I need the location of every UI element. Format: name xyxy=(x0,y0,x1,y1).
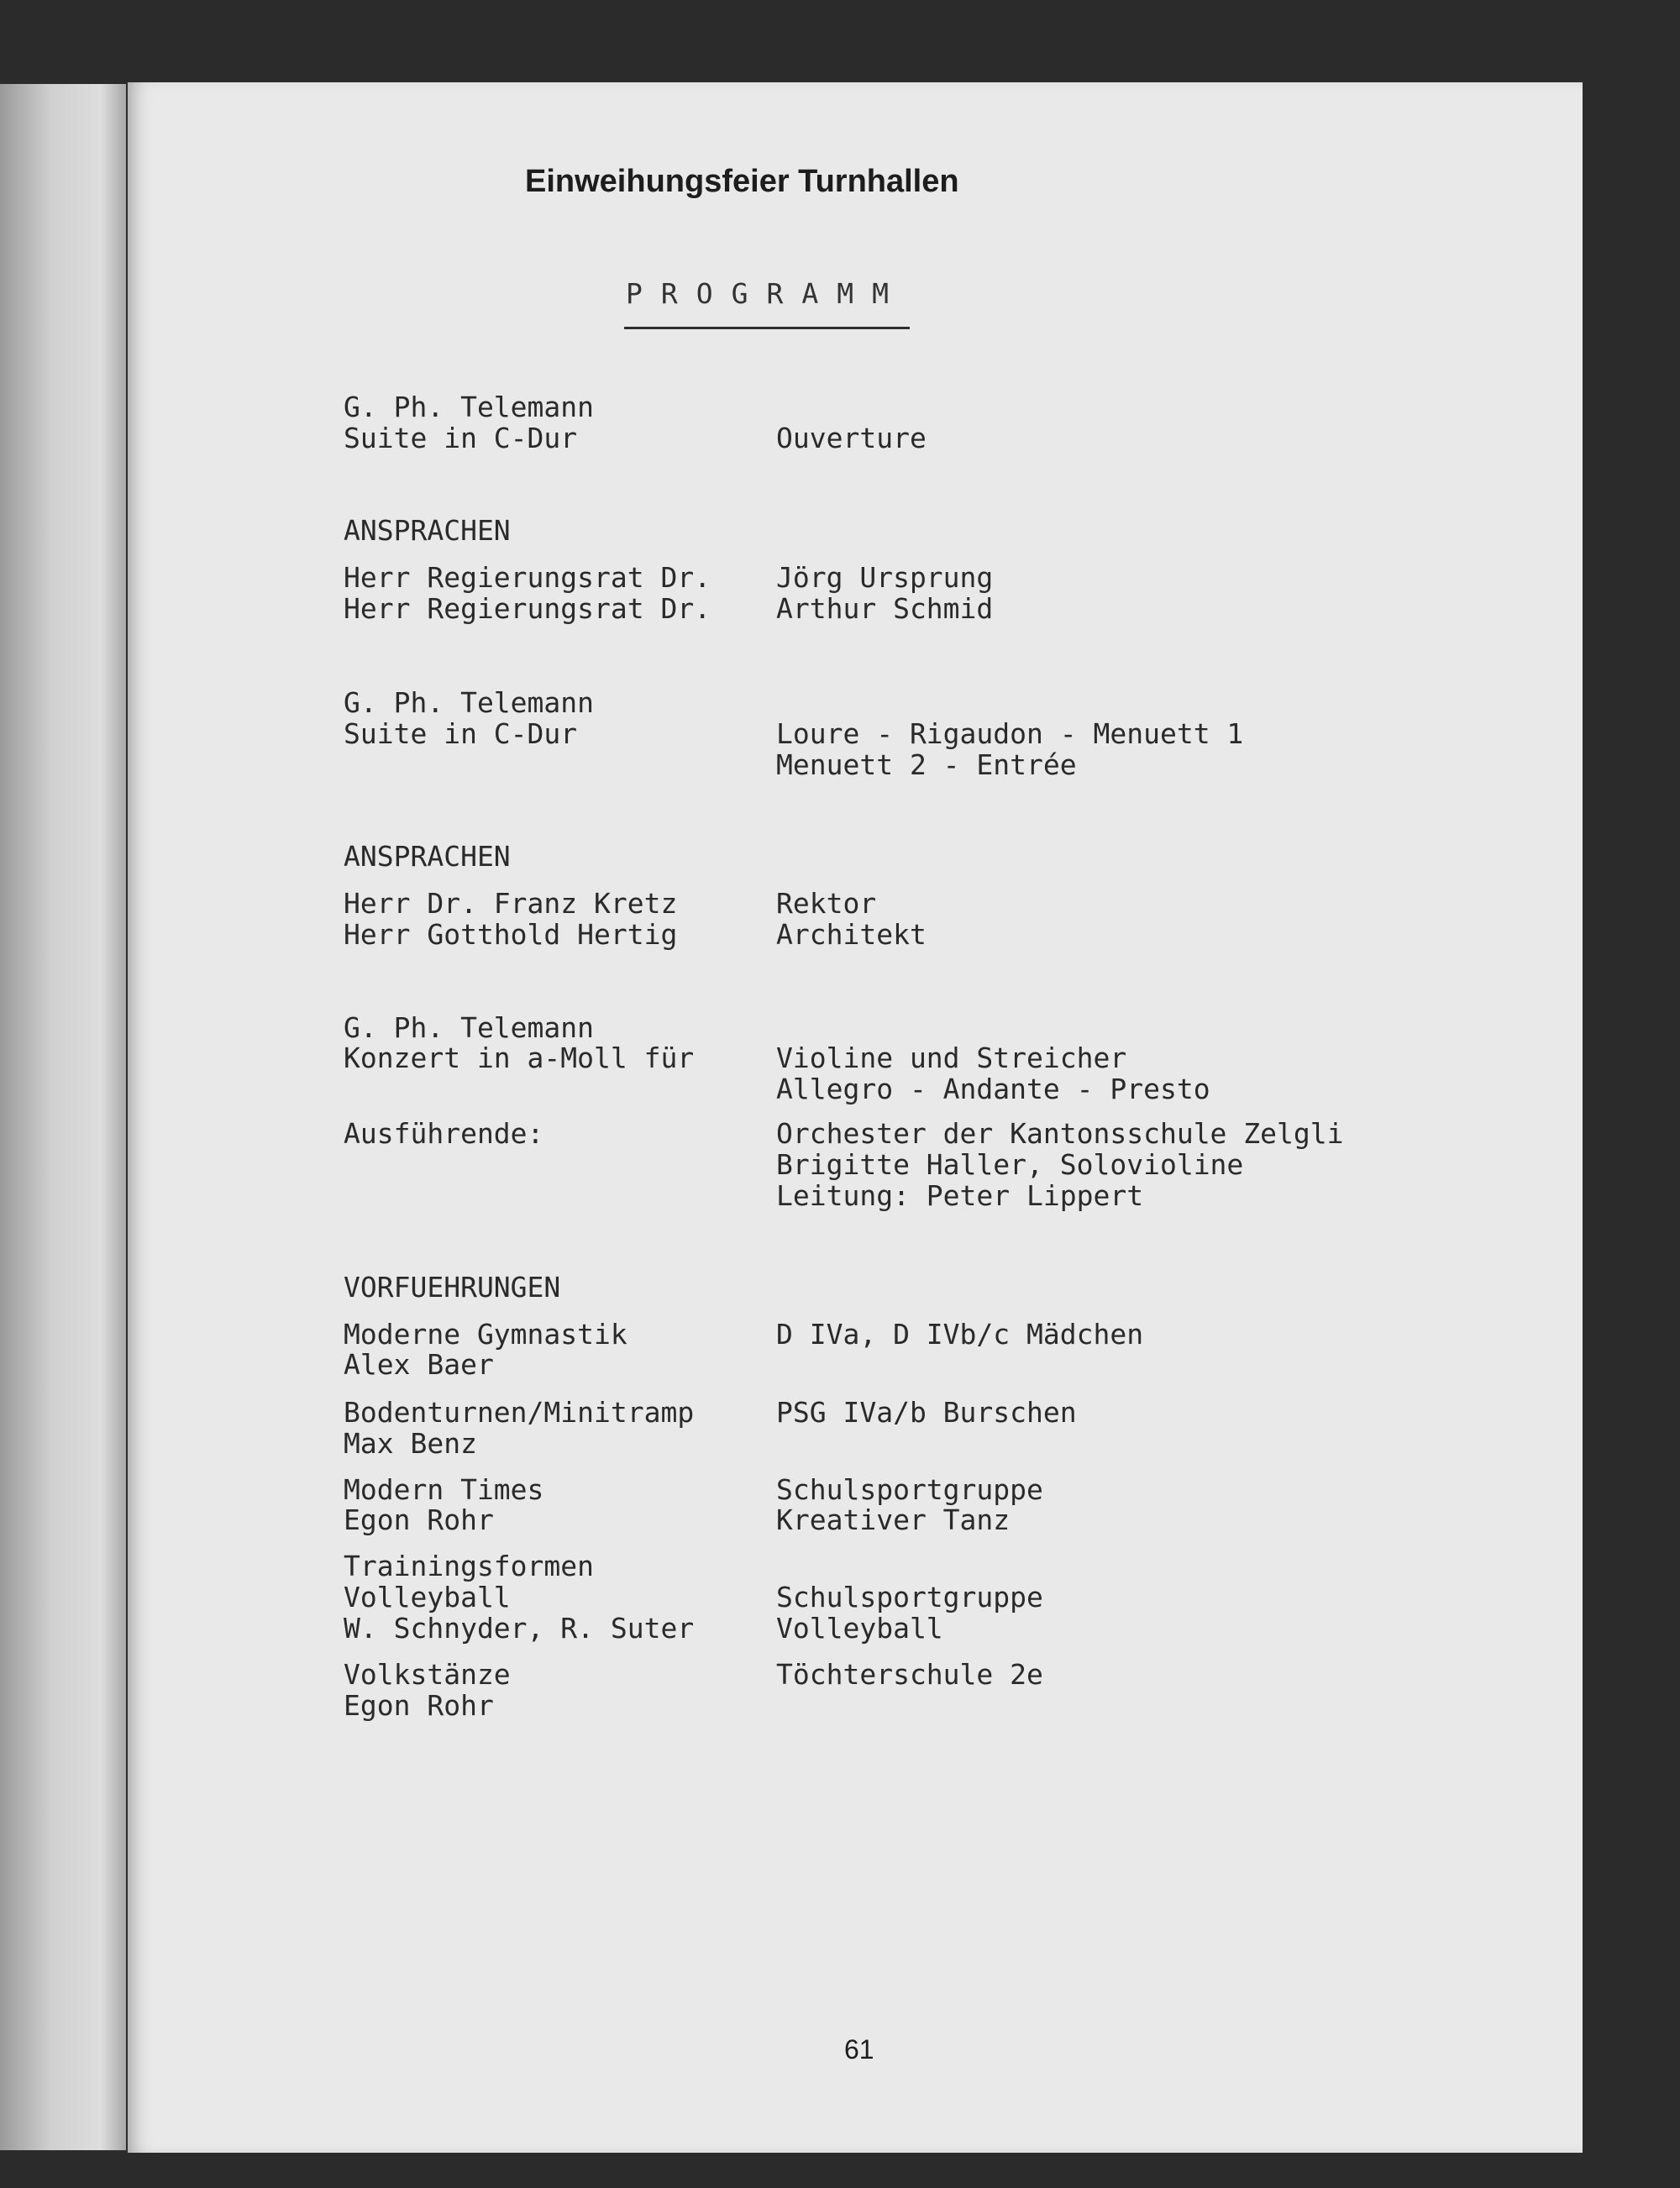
row-detail: Loure - Rigaudon - Menuett 1 xyxy=(776,717,1244,750)
row-label: Trainingsformen xyxy=(344,1550,595,1582)
row-label: Herr Regierungsrat Dr. xyxy=(344,561,711,594)
section-heading xyxy=(0,515,1680,546)
programm-title: PROGRAMM xyxy=(626,277,907,310)
program-row xyxy=(0,1659,1680,1690)
program-row xyxy=(0,888,1680,919)
row-label: Max Benz xyxy=(344,1427,477,1460)
row-detail: PSG IVa/b Burschen xyxy=(776,1396,1077,1429)
row-label: Herr Gotthold Hertig xyxy=(344,918,678,951)
program-row xyxy=(0,422,1680,454)
program-row xyxy=(0,1012,1680,1043)
program-row xyxy=(0,1118,1680,1149)
row-detail: Orchester der Kantonsschule Zelgli xyxy=(776,1117,1344,1150)
row-detail: Volleyball xyxy=(776,1612,943,1645)
row-detail: Töchterschule 2e xyxy=(776,1658,1043,1691)
row-detail: Architekt xyxy=(776,918,927,951)
row-label: Suite in C-Dur xyxy=(344,717,578,750)
program-row xyxy=(0,1504,1680,1535)
program-row xyxy=(0,718,1680,749)
program-row xyxy=(0,1349,1680,1380)
row-label: Ausführende: xyxy=(344,1117,544,1150)
row-label: Volleyball xyxy=(344,1581,511,1613)
program-row xyxy=(0,1149,1680,1180)
row-detail: Rektor xyxy=(776,887,877,920)
program-row xyxy=(0,1550,1680,1582)
program-row xyxy=(0,1319,1680,1350)
program-row xyxy=(0,562,1680,593)
row-label: VORFUEHRUNGEN xyxy=(344,1271,561,1304)
row-label: Alex Baer xyxy=(344,1348,494,1381)
row-label: Bodenturnen/Minitramp xyxy=(344,1396,695,1429)
program-row xyxy=(0,1073,1680,1104)
program-row xyxy=(0,1180,1680,1211)
program-row xyxy=(0,1582,1680,1613)
row-label: G. Ph. Telemann xyxy=(344,391,595,423)
row-detail: Kreativer Tanz xyxy=(776,1503,1011,1536)
row-detail: Jörg Ursprung xyxy=(776,561,994,594)
page-number: 61 xyxy=(844,2034,874,2065)
program-row xyxy=(0,1613,1680,1644)
program-row xyxy=(0,1428,1680,1459)
row-detail: D IVa, D IVb/c Mädchen xyxy=(776,1318,1144,1351)
program-row xyxy=(0,687,1680,718)
row-label: Egon Rohr xyxy=(344,1689,494,1722)
program-row xyxy=(0,919,1680,950)
row-label: Egon Rohr xyxy=(344,1503,494,1536)
row-label: Herr Dr. Franz Kretz xyxy=(344,887,678,920)
program-row xyxy=(0,593,1680,624)
program-row xyxy=(0,391,1680,422)
row-label: ANSPRACHEN xyxy=(344,840,511,873)
row-label: G. Ph. Telemann xyxy=(344,1011,595,1044)
row-label: Konzert in a-Moll für xyxy=(344,1042,695,1074)
section-heading xyxy=(0,841,1680,872)
row-label: ANSPRACHEN xyxy=(344,514,511,547)
page-heading: Einweihungsfeier Turnhallen xyxy=(525,164,959,199)
row-label: Moderne Gymnastik xyxy=(344,1318,627,1351)
row-detail: Ouverture xyxy=(776,422,927,454)
row-detail: Arthur Schmid xyxy=(776,592,994,625)
program-row xyxy=(0,1690,1680,1721)
row-label: Suite in C-Dur xyxy=(344,422,578,454)
row-label: W. Schnyder, R. Suter xyxy=(344,1612,695,1645)
row-detail: Menuett 2 - Entrée xyxy=(776,748,1077,781)
title-underline xyxy=(624,327,910,329)
section-heading xyxy=(0,1272,1680,1303)
program-row xyxy=(0,749,1680,780)
row-label: Modern Times xyxy=(344,1473,544,1506)
row-detail: Schulsportgruppe xyxy=(776,1581,1043,1613)
row-label: Volkstänze xyxy=(344,1658,511,1691)
row-detail: Brigitte Haller, Solovioline xyxy=(776,1148,1244,1181)
program-row xyxy=(0,1474,1680,1505)
row-detail: Allegro - Andante - Presto xyxy=(776,1073,1210,1105)
row-detail: Violine und Streicher xyxy=(776,1042,1127,1074)
row-label: Herr Regierungsrat Dr. xyxy=(344,592,711,625)
row-detail: Schulsportgruppe xyxy=(776,1473,1043,1506)
row-detail: Leitung: Peter Lippert xyxy=(776,1179,1144,1212)
program-row xyxy=(0,1042,1680,1073)
program-row xyxy=(0,1397,1680,1428)
row-label: G. Ph. Telemann xyxy=(344,686,595,719)
